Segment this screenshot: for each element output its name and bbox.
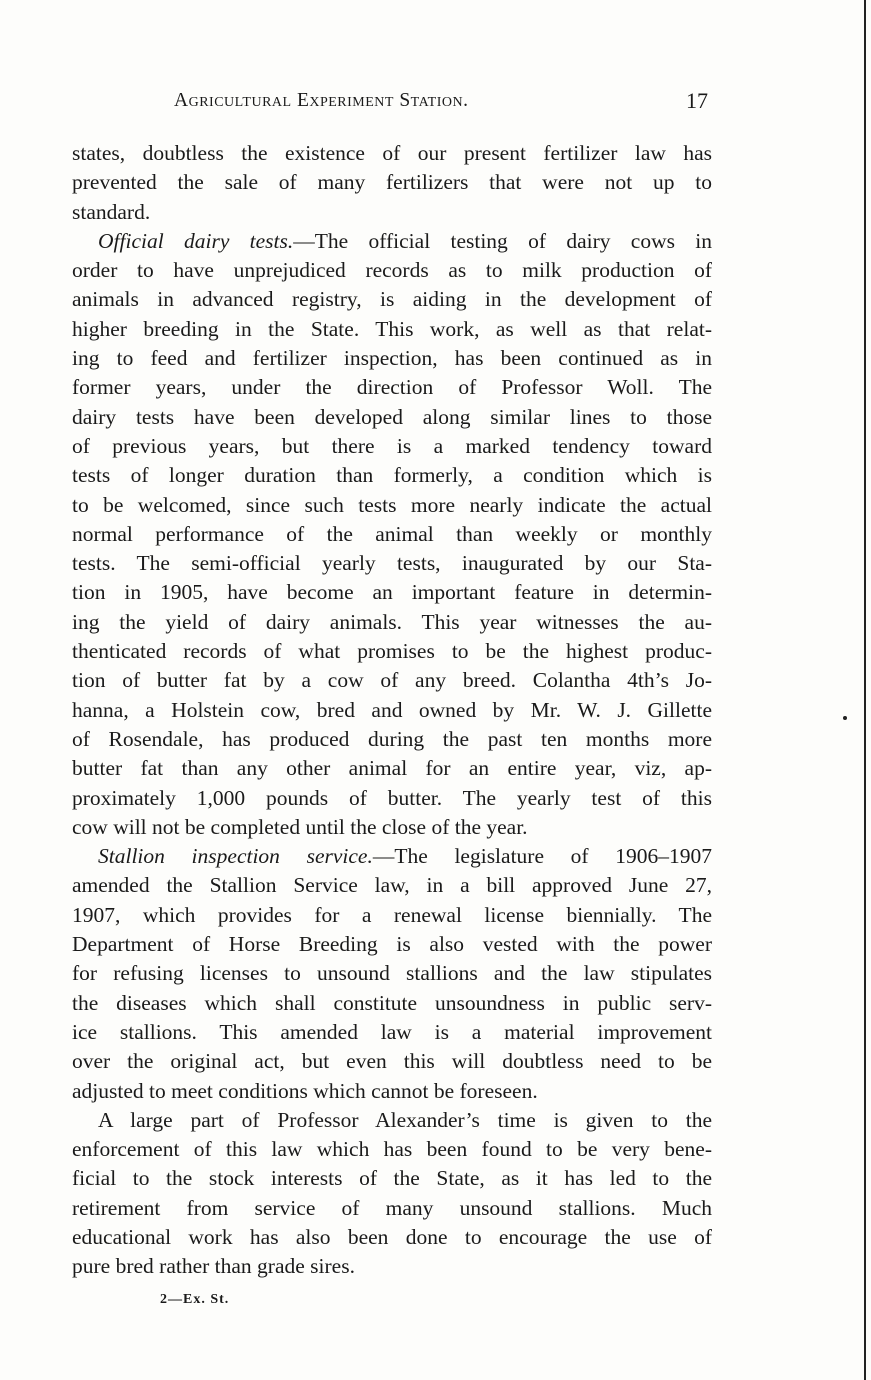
text-line: 1907, which provides for a renewal license biennially. The [72, 902, 712, 927]
text-line: of previous years, but there is a marked tendency toward [72, 433, 712, 458]
ink-speck [843, 716, 847, 720]
text-line: prevented the sale of many fertilizers that were not up to [72, 170, 712, 195]
text-line: ficial to the stock interests of the State, as it has led to the [72, 1166, 712, 1191]
text-line: ing to feed and fertilizer inspection, has been continued as in [72, 346, 712, 371]
text-line: to be welcomed, since such tests more nearly indicate the actual [72, 492, 712, 517]
text-line: adjusted to meet conditions which cannot be foreseen. [72, 1078, 538, 1103]
text-line [72, 227, 712, 256]
text-line: proximately 1,000 pounds of butter. The yearly test of this [72, 785, 712, 810]
text-line: retirement from service of many unsound stallions. Much [72, 1195, 712, 1220]
text-line: for refusing licenses to unsound stallions and the law stipulates [72, 961, 712, 986]
body-text [72, 139, 712, 1282]
text-line: enforcement of this law which has been found to be very bene- [72, 1137, 712, 1162]
text-line: tests. The semi-official yearly tests, inaugurated by our Sta- [72, 551, 712, 576]
section-heading-dairy-tests: Official dairy tests. [98, 228, 294, 253]
running-head: Agricultural Experiment Station. [174, 90, 469, 111]
text-run: —The legislature of 1906–1907 [372, 844, 712, 869]
text-line: over the original act, but even this will doubtless need to be [72, 1049, 712, 1074]
text-line: standard. [72, 199, 151, 224]
text-line: tion in 1905, have become an important feature in determin- [72, 580, 712, 605]
text-line: educational work has also been done to encourage the use of [72, 1224, 712, 1249]
text-line: ing the yield of dairy animals. This year witnesses the au- [72, 609, 712, 634]
text-line: normal performance of the animal than weekly or monthly [72, 521, 712, 546]
text-line: higher breeding in the State. This work, as well as that relat- [72, 316, 712, 341]
text-line: Department of Horse Breeding is also vested with the power [72, 932, 712, 957]
text-line: thenticated records of what promises to be the highest produc- [72, 639, 712, 664]
text-line: dairy tests have been developed along similar lines to those [72, 404, 712, 429]
page-edge-line [864, 0, 866, 1380]
page-header [72, 88, 712, 116]
text-line: of Rosendale, has produced during the past ten months more [72, 726, 712, 751]
text-line: ice stallions. This amended law is a material improvement [72, 1019, 712, 1044]
text-line [72, 842, 712, 871]
page-number: 17 [686, 88, 708, 113]
text-line: tion of butter fat by a cow of any breed. Colantha 4th’s Jo- [72, 668, 712, 693]
section-heading-stallion-inspection: Stallion inspection service. [98, 844, 373, 869]
text-line: the diseases which shall constitute unsoundness in public serv- [72, 990, 712, 1015]
text-line: tests of longer duration than formerly, a condition which is [72, 463, 712, 488]
text-line: amended the Stallion Service law, in a bill approved June 27, [72, 873, 712, 898]
text-line: states, doubtless the existence of our present fertilizer law has [72, 141, 712, 165]
text-line: former years, under the direction of Professor Woll. The [72, 375, 712, 400]
text-run: —The official testing of dairy cows in [293, 228, 712, 253]
text-line: order to have unprejudiced records as to milk production of [72, 258, 712, 283]
text-line: A large part of Professor Alexander’s time is given to the [98, 1107, 712, 1132]
text-line: animals in advanced registry, is aiding in the development of [72, 287, 712, 312]
text-line: butter fat than any other animal for an entire year, viz, ap- [72, 756, 712, 781]
signature-mark: 2—Ex. St. [160, 1292, 230, 1307]
text-line: hanna, a Holstein cow, bred and owned by Mr. W. J. Gillette [72, 697, 712, 722]
text-line: pure bred rather than grade sires. [72, 1254, 355, 1279]
text-line: cow will not be completed until the close of the year. [72, 814, 528, 839]
